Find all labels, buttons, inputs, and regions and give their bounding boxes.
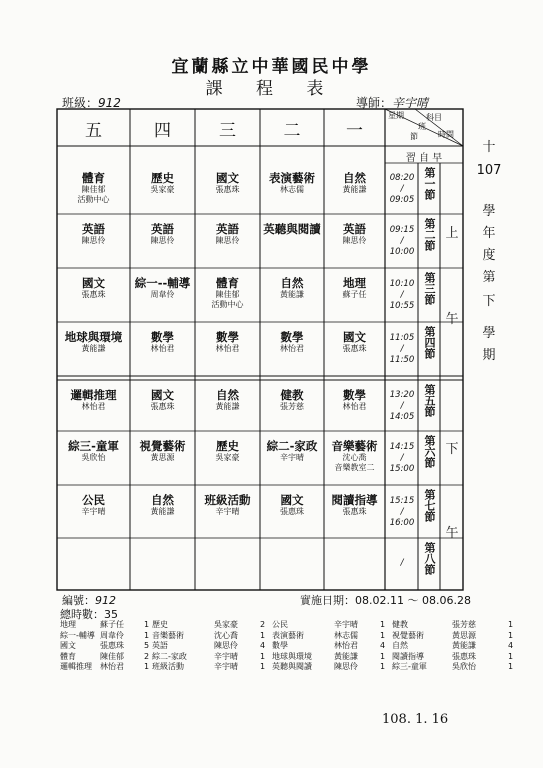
- semester-text: 十: [482, 140, 496, 155]
- teacher-name: 林怡君: [81, 402, 106, 411]
- summary-teacher: 沈心喬: [214, 630, 238, 640]
- time-start: 14:15: [389, 442, 415, 452]
- schedule-cell: [130, 276, 195, 322]
- time-end: 15:00: [389, 464, 415, 474]
- schedule-cell: [260, 171, 324, 214]
- teacher-name: 林怡君: [280, 344, 304, 353]
- subject-name: 國文: [82, 276, 105, 290]
- summary-hours: 1: [144, 662, 150, 671]
- summary-subject: 英聽與閱讀: [272, 662, 312, 671]
- subject-name: 英語: [216, 222, 239, 236]
- semester-text: 第: [482, 270, 496, 285]
- summary-teacher: 陳思伶: [334, 662, 358, 671]
- summary-subject: 國文: [60, 641, 76, 650]
- summary-teacher: 吳家豪: [214, 620, 238, 629]
- period-time: [386, 333, 418, 366]
- summary-teacher: 黃能謙: [452, 641, 476, 650]
- teacher-name: 黃思源: [150, 453, 175, 462]
- schedule-cell: [324, 171, 385, 214]
- total-label: 總時數：: [60, 608, 104, 621]
- summary-teacher: 黃能謙: [334, 651, 358, 661]
- summary-hours: 1: [260, 662, 266, 671]
- period-time: [386, 225, 418, 258]
- summary-teacher: 林志儒: [334, 630, 358, 640]
- semester-text: 度: [482, 248, 496, 263]
- teacher-name: 周韋伶: [150, 290, 175, 299]
- day-header: 二: [283, 121, 301, 141]
- teacher-name: 陳佳郁: [81, 185, 106, 194]
- subject-name: 英聽與閱讀: [263, 222, 321, 236]
- teacher-name: 黃能謙: [150, 507, 175, 516]
- schedule-cell: [57, 493, 130, 538]
- schedule-cell: [130, 439, 195, 485]
- subject-name: 國文: [343, 330, 366, 344]
- schedule-cell: [260, 439, 324, 485]
- subject-name: 國文: [280, 493, 304, 507]
- time-start: 09:15: [389, 225, 415, 235]
- schedule-cell: [260, 276, 324, 322]
- half-day-label: 上: [445, 226, 459, 241]
- subject-name: 國文: [151, 388, 174, 402]
- period-info: [300, 592, 471, 608]
- summary-subject: 公民: [272, 620, 288, 629]
- schedule-cell: [324, 388, 385, 431]
- subject-name: 數學: [343, 388, 366, 402]
- summary-hours: 1: [508, 630, 514, 640]
- date-stamp: 108. 1. 16: [382, 712, 449, 727]
- summary-subject: 數學: [272, 641, 288, 650]
- semester-text: 學: [482, 326, 496, 341]
- summary-hours: 1: [380, 620, 386, 629]
- subject-name: 公民: [82, 493, 105, 507]
- schedule-cell: [130, 493, 195, 538]
- schedule-cell: [260, 222, 324, 268]
- period-label: 實施日期：: [300, 594, 355, 607]
- period-label: 第三節: [423, 272, 436, 305]
- time-start: 15:15: [389, 495, 415, 506]
- half-day-label: 午: [445, 312, 459, 327]
- schedule-cell: [57, 171, 130, 214]
- schedule-cell: [260, 388, 324, 431]
- period-time: [386, 558, 418, 569]
- teacher-name: 張惠珠: [150, 402, 175, 411]
- summary-subject: 自然: [392, 641, 408, 650]
- summary-hours: 5: [144, 641, 150, 650]
- teacher-name: 林怡君: [342, 402, 367, 411]
- summary-subject: 表演藝術: [272, 630, 304, 640]
- teacher-name: 陳思伶: [215, 236, 240, 245]
- subject-name: 健教: [280, 388, 304, 402]
- summary-hours: 4: [508, 641, 514, 650]
- summary-hours: 4: [260, 641, 266, 650]
- time-sep: /: [400, 453, 404, 463]
- teacher-name: 林志儒: [280, 185, 304, 194]
- teacher-name: 辛宇晴: [81, 507, 106, 516]
- schedule-cell: [324, 330, 385, 376]
- schedule-cell: [195, 439, 260, 485]
- subject-name: 自然: [280, 276, 304, 290]
- time-end: 14:05: [389, 411, 415, 422]
- summary-subject: 班級活動: [152, 662, 184, 671]
- schedule-cell: [324, 222, 385, 268]
- period-time: [386, 442, 418, 475]
- subject-name: 視覺藝術: [139, 439, 186, 453]
- semester-text: 年: [482, 226, 496, 241]
- subject-name: 數學: [280, 330, 304, 344]
- subject-name: 自然: [216, 388, 239, 402]
- summary-subject: 閱讀指導: [392, 651, 424, 661]
- total-value: 35: [104, 608, 118, 621]
- teacher-name: 活動中心: [211, 300, 244, 309]
- subject-name: 綜一--輔導: [134, 276, 191, 290]
- subject-name: 地球與環境: [64, 330, 123, 344]
- time-sep: /: [400, 558, 404, 568]
- semester-text: 下: [482, 294, 496, 309]
- teacher-name: 音樂教室二: [334, 463, 375, 472]
- time-start: 08:20: [389, 172, 415, 183]
- half-day-label: 下: [445, 442, 459, 457]
- teacher-name: 辛宇晴: [215, 507, 240, 516]
- subject-name: 數學: [151, 330, 174, 344]
- subject-name: 邏輯推理: [70, 388, 117, 402]
- teacher-name: 辛宇晴: [280, 453, 304, 462]
- code-label: 編號：: [62, 594, 95, 607]
- schedule-cell: [57, 388, 130, 431]
- time-end: 10:00: [389, 247, 415, 257]
- subject-name: 音樂藝術: [331, 439, 378, 453]
- summary-hours: 1: [380, 630, 386, 640]
- summary-teacher: 陳佳郁: [100, 651, 124, 661]
- teacher-name: 陳思伶: [150, 236, 175, 245]
- teacher-name: 活動中心: [77, 195, 110, 204]
- subject-name: 閱讀指導: [331, 493, 378, 507]
- schedule-cell: [260, 330, 324, 376]
- subject-name: 表演藝術: [269, 171, 315, 185]
- time-end: 10:55: [389, 301, 415, 311]
- summary-hours: 1: [260, 651, 266, 661]
- semester-text: 學: [482, 204, 496, 219]
- time-start: 13:20: [389, 389, 415, 400]
- summary-subject: 地球與環境: [272, 651, 312, 661]
- summary-teacher: 張惠珠: [100, 641, 124, 650]
- summary-hours: 1: [144, 630, 150, 640]
- teacher-name: 張惠珠: [342, 344, 367, 353]
- time-end: 09:05: [389, 194, 415, 205]
- subject-name: 歷史: [216, 439, 239, 453]
- schedule-cell: [130, 330, 195, 376]
- teacher-name: 張惠珠: [215, 185, 240, 194]
- teacher-name: 張惠珠: [342, 507, 367, 516]
- corner-class: 班: [418, 122, 426, 131]
- schedule-cell: [324, 276, 385, 322]
- teacher-name: 陳佳郁: [215, 290, 240, 299]
- schedule-cell: [130, 222, 195, 268]
- summary-subject: 綜二-家政: [152, 651, 187, 661]
- day-header: 四: [154, 121, 171, 141]
- teacher-name: 黃能謙: [215, 402, 240, 411]
- corner-period: 節: [410, 132, 418, 141]
- half-day-label: 午: [445, 526, 459, 541]
- summary-teacher: 辛宇晴: [334, 620, 358, 629]
- tutor-value: 辛宇晴: [392, 96, 429, 110]
- schedule-cell: [130, 388, 195, 431]
- corner-subject: 科目: [426, 113, 442, 122]
- summary-hours: 1: [144, 620, 150, 629]
- teacher-name: 張惠珠: [81, 290, 106, 299]
- schedule-cell: [324, 493, 385, 538]
- summary-subject: 體育: [60, 651, 76, 661]
- subject-name: 英語: [151, 222, 174, 236]
- summary-hours: 1: [508, 651, 514, 661]
- summary-teacher: 辛宇晴: [214, 662, 238, 671]
- period-value: 08.02.11 ～ 08.06.28: [355, 594, 471, 607]
- period-label: 第一節: [423, 167, 436, 200]
- time-start: 10:10: [389, 279, 415, 289]
- schedule-cell: [130, 546, 195, 590]
- summary-teacher: 張芳慈: [452, 620, 476, 629]
- summary-subject: 地理: [60, 620, 76, 629]
- period-time: [386, 496, 418, 529]
- subject-name: 體育: [82, 171, 105, 185]
- summary-teacher: 張惠珠: [452, 651, 476, 661]
- summary-subject: 歷史: [152, 620, 168, 629]
- schedule-cell: [324, 546, 385, 590]
- time-sep: /: [400, 344, 404, 354]
- time-end: 11:50: [389, 355, 415, 365]
- tutor-label: 導師：: [356, 96, 393, 110]
- schedule-cell: [195, 493, 260, 538]
- summary-subject: 綜一-輔導: [60, 630, 95, 640]
- semester-text: 期: [482, 348, 496, 363]
- schedule-cell: [260, 493, 324, 538]
- summary-hours: 1: [508, 620, 514, 629]
- day-header: 三: [219, 121, 236, 141]
- schedule-cell: [195, 388, 260, 431]
- schedule-cell: [195, 222, 260, 268]
- summary-subject: 邏輯推理: [60, 662, 92, 671]
- teacher-name: 陳思伶: [342, 236, 367, 245]
- semester-text: 107: [476, 163, 502, 178]
- schedule-cell: [57, 546, 130, 590]
- class-label: 班級：: [62, 96, 99, 110]
- time-start: 11:05: [389, 333, 415, 343]
- summary-teacher: 黃思源: [452, 630, 476, 640]
- teacher-name: 黃能謙: [280, 290, 304, 299]
- summary-hours: 2: [260, 620, 266, 629]
- teacher-name: 吳家豪: [215, 453, 240, 462]
- period-time: [386, 279, 418, 312]
- time-end: 16:00: [389, 517, 415, 528]
- teacher-name: 吳欣怡: [81, 453, 106, 462]
- summary-hours: 1: [380, 662, 386, 671]
- schedule-cell: [130, 171, 195, 214]
- class-value: 912: [98, 96, 121, 110]
- teacher-name: 黃能謙: [81, 344, 106, 353]
- time-sep: /: [400, 183, 404, 194]
- school-name: 宜蘭縣立中華國民中學: [171, 57, 372, 77]
- teacher-name: 林怡君: [215, 344, 240, 353]
- subject-name: 歷史: [151, 171, 174, 185]
- teacher-name: 陳思伶: [81, 236, 106, 245]
- summary-teacher: 吳欣怡: [452, 662, 476, 671]
- summary-hours: 1: [508, 662, 514, 671]
- summary-subject: 視覺藝術: [392, 630, 424, 640]
- subject-name: 體育: [216, 276, 239, 290]
- subject-name: 數學: [216, 330, 239, 344]
- subject-name: 國文: [216, 171, 239, 185]
- schedule-cell: [195, 546, 260, 590]
- time-sep: /: [400, 506, 404, 517]
- teacher-name: 蘇子任: [342, 290, 367, 299]
- subject-name: 綜三-童軍: [68, 439, 119, 453]
- period-label: 第七節: [423, 489, 436, 522]
- schedule-cell: [57, 276, 130, 322]
- summary-hours: 1: [380, 651, 386, 661]
- summary-teacher: 蘇子任: [100, 620, 124, 629]
- summary-hours: 2: [144, 651, 150, 661]
- day-header: 一: [346, 121, 363, 141]
- schedule-cell: [324, 439, 385, 485]
- time-sep: /: [400, 290, 404, 300]
- period-label: 第四節: [423, 326, 436, 359]
- schedule-cell: [57, 330, 130, 376]
- time-sep: /: [400, 400, 404, 411]
- summary-subject: 綜三-童軍: [392, 662, 427, 671]
- summary-hours: 1: [260, 630, 266, 640]
- teacher-name: 林怡君: [150, 344, 175, 353]
- teacher-name: 吳家豪: [150, 185, 175, 194]
- period-label: 第五節: [423, 384, 436, 417]
- teacher-name: 張芳慈: [280, 402, 304, 411]
- teacher-name: 張惠珠: [280, 507, 304, 516]
- morning-study: 習 自 早: [405, 153, 443, 164]
- schedule-cell: [57, 439, 130, 485]
- summary-teacher: 林怡君: [100, 662, 124, 671]
- schedule-cell: [57, 222, 130, 268]
- subject-name: 自然: [151, 493, 174, 507]
- schedule-cell: [260, 546, 324, 590]
- time-sep: /: [400, 236, 404, 246]
- summary-teacher: 辛宇晴: [214, 651, 238, 661]
- summary-hours: 4: [380, 641, 386, 650]
- period-time: [386, 390, 418, 423]
- schedule-cell: [195, 171, 260, 214]
- summary-teacher: 林怡君: [334, 641, 358, 650]
- page-title: 課 程 表: [205, 79, 338, 99]
- summary-teacher: 陳思伶: [214, 641, 238, 650]
- subject-name: 班級活動: [204, 493, 251, 507]
- period-label: 第六節: [423, 435, 436, 468]
- code-value: 912: [95, 594, 116, 607]
- subject-name: 綜二-家政: [266, 439, 318, 453]
- summary-teacher: 周韋伶: [100, 630, 124, 640]
- period-label: 第二節: [423, 218, 436, 251]
- corner-week: 星期: [388, 111, 404, 120]
- summary-subject: 音樂藝術: [152, 630, 184, 640]
- teacher-name: 黃能謙: [342, 185, 367, 194]
- subject-name: 自然: [343, 171, 366, 185]
- period-label: 第八節: [423, 542, 436, 575]
- teacher-name: 沈心喬: [342, 453, 367, 462]
- schedule-cell: [195, 330, 260, 376]
- summary-subject: 健教: [392, 620, 408, 629]
- subject-name: 地理: [343, 276, 366, 290]
- subject-name: 英語: [82, 222, 105, 236]
- subject-name: 英語: [343, 222, 366, 236]
- day-header: 五: [85, 121, 102, 141]
- corner-time: 時間: [438, 130, 454, 139]
- summary-subject: 英語: [152, 641, 168, 650]
- period-time: [386, 173, 418, 206]
- schedule-cell: [195, 276, 260, 322]
